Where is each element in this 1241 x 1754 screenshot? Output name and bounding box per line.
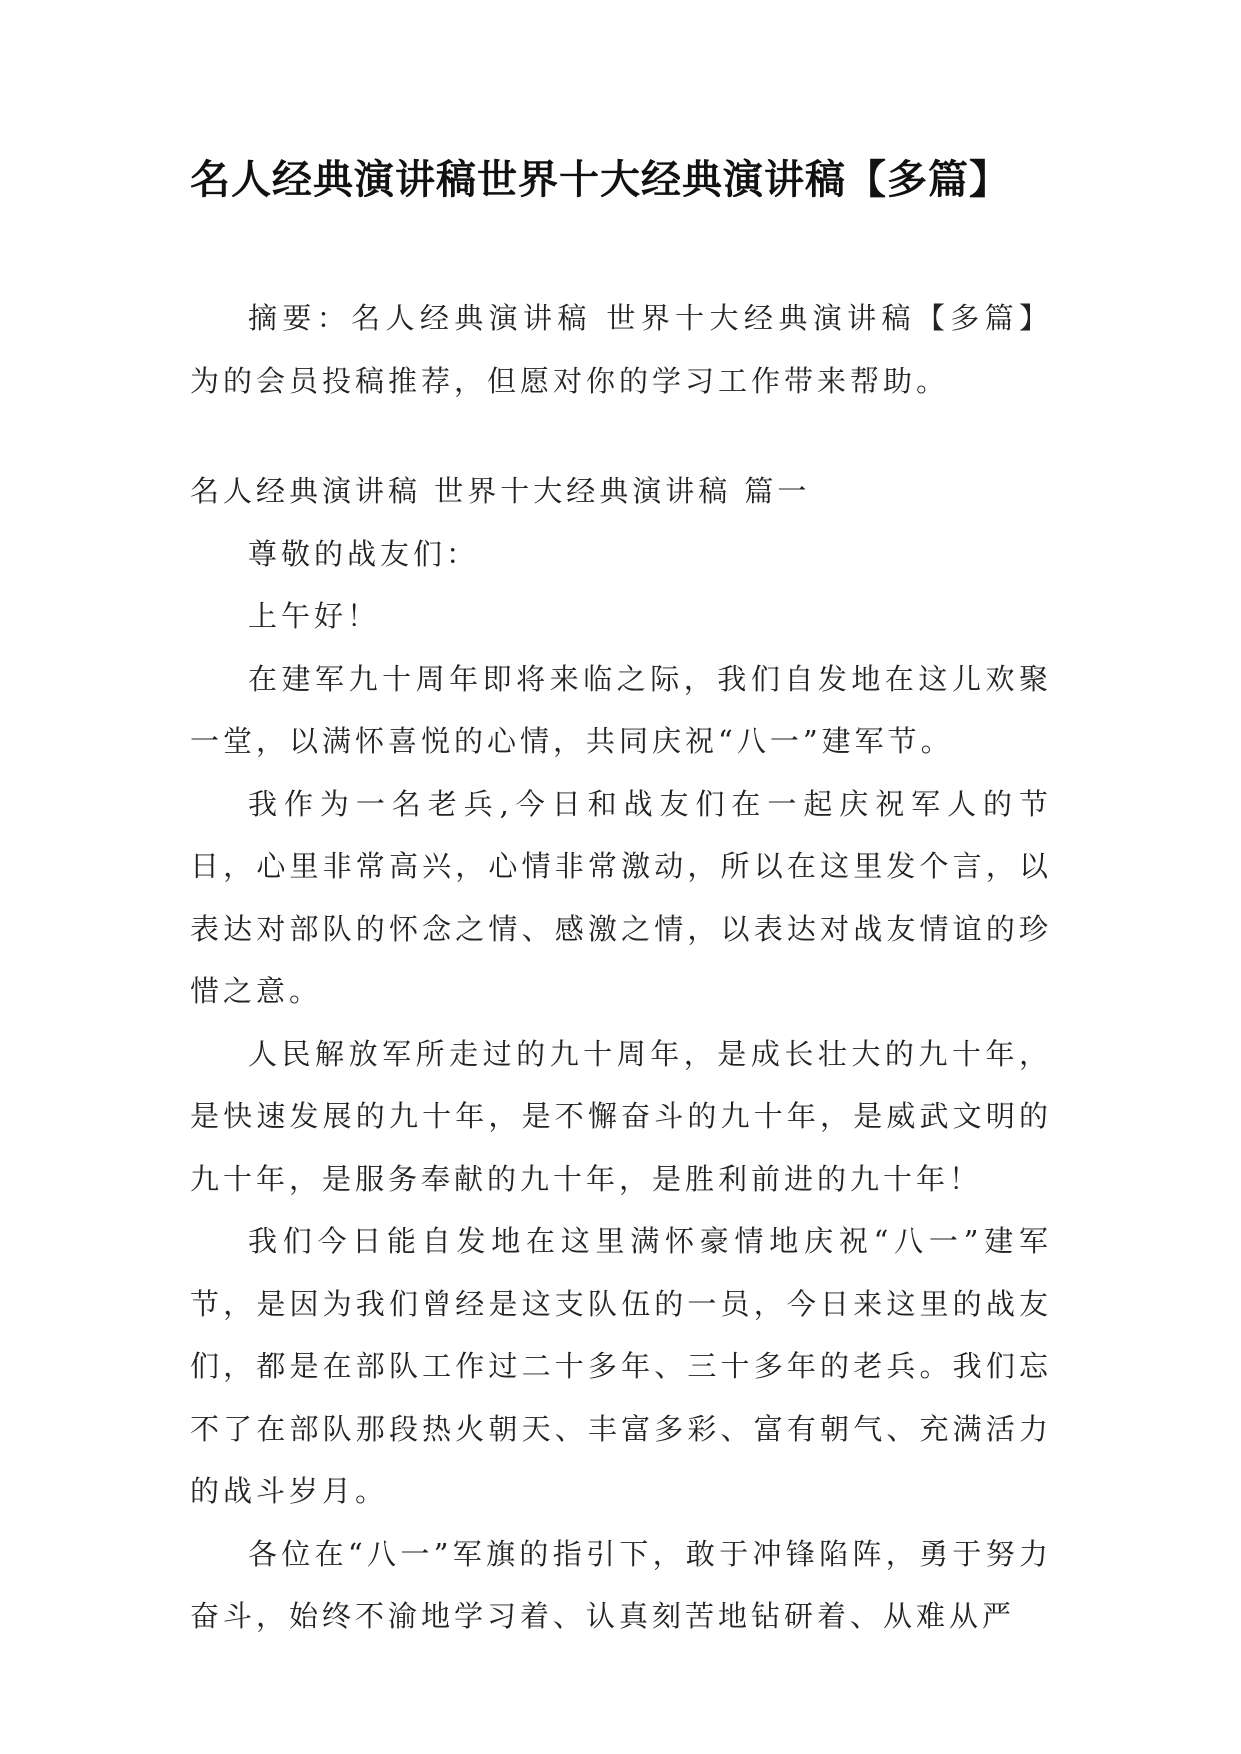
section-heading: 名人经典演讲稿 世界十大经典演讲稿 篇一 — [190, 474, 811, 508]
greeting-paragraph: 上午好！ — [248, 599, 381, 633]
document-title: 名人经典演讲稿世界十大经典演讲稿【多篇】 — [190, 157, 1010, 203]
salutation-paragraph: 尊敬的战友们： — [248, 536, 480, 571]
body-paragraph: 我作为一名老兵,今日和战友们在一起庆祝军人的节日，心里非常高兴，心情非常激动，所以在这里发个言，以表达对部队的怀念之情、感激之情，以表达对战友情谊的珍惜之意。 — [190, 786, 1052, 1008]
abstract-paragraph: 摘要：名人经典演讲稿 世界十大经典演讲稿【多篇】为的会员投稿推荐，但愿对你的学习工作带来帮助。 — [190, 301, 1052, 398]
body-paragraph: 在建军九十周年即将来临之际，我们自发地在这儿欢聚一堂，以满怀喜悦的心情，共同庆祝“八一”建军节。 — [190, 661, 1052, 758]
body-paragraph: 各位在“八一”军旗的指引下，敢于冲锋陷阵，勇于努力奋斗，始终不渝地学习着、认真刻苦地钻研着、从难从严 — [190, 1536, 1052, 1633]
body-paragraph: 我们今日能自发地在这里满怀豪情地庆祝“八一”建军节，是因为我们曾经是这支队伍的一员，今日来这里的战友们，都是在部队工作过二十多年、三十多年的老兵。我们忘不了在部队那段热火朝天、丰富多彩、富有朝气、充满活力的战斗岁月。 — [190, 1224, 1052, 1508]
body-paragraph: 人民解放军所走过的九十周年，是成长壮大的九十年，是快速发展的九十年，是不懈奋斗的九十年，是威武文明的九十年，是服务奉献的九十年，是胜利前进的九十年！ — [190, 1036, 1052, 1196]
spacer — [190, 412, 1052, 460]
document-body — [190, 287, 1052, 1648]
